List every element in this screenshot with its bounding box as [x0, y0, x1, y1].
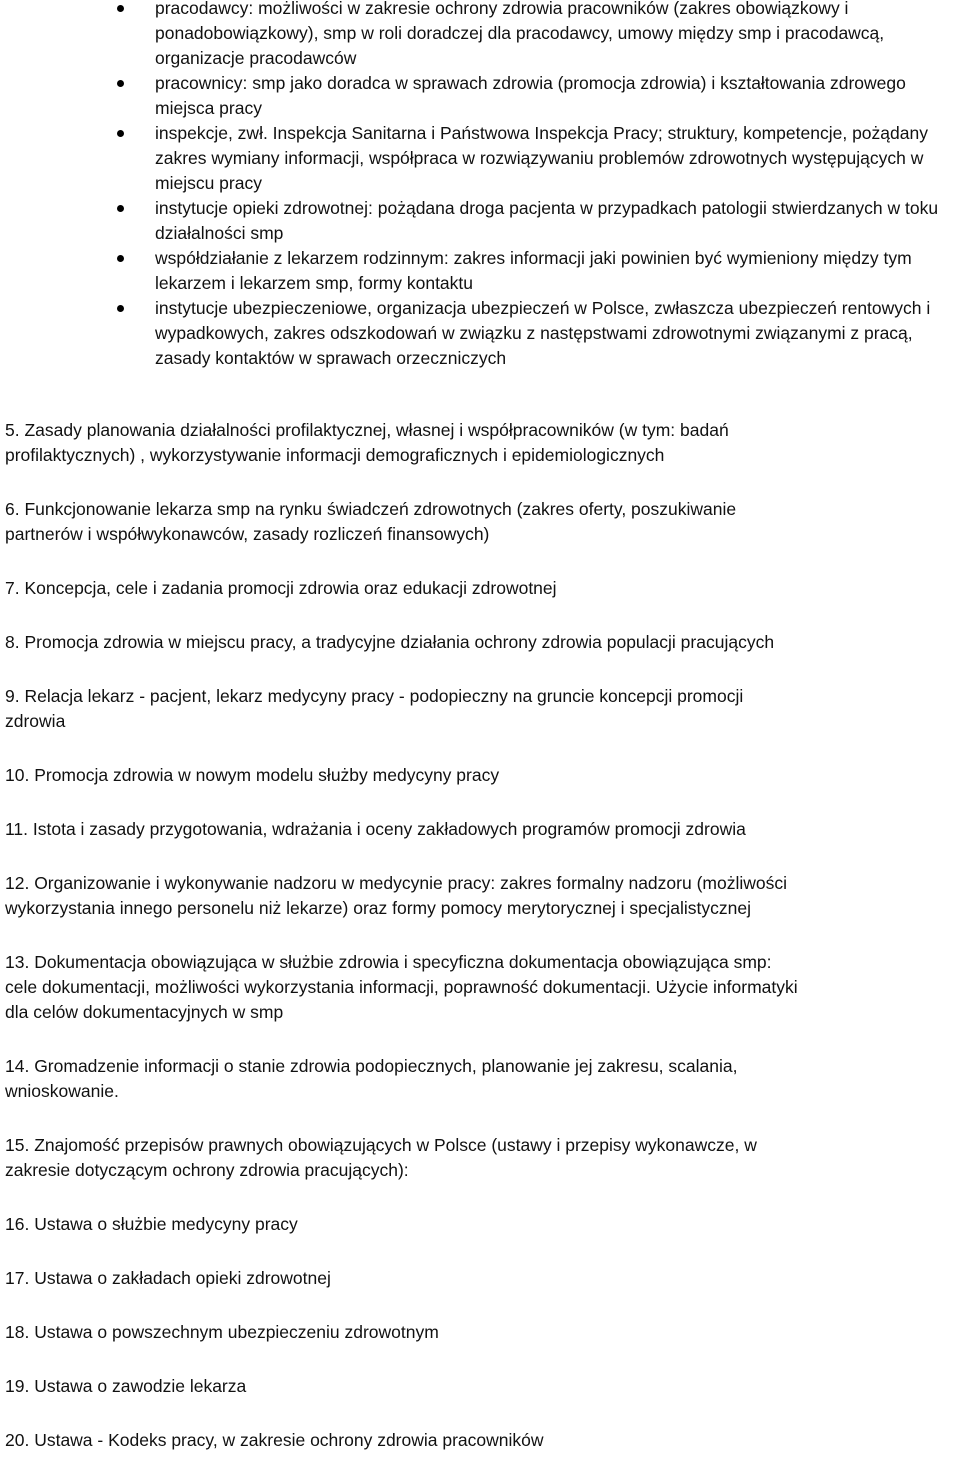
bullet-item [0, 296, 960, 371]
item-line: 18. Ustawa o powszechnym ubezpieczeniu zdrowotnym [5, 1322, 439, 1342]
item-line: 10. Promocja zdrowia w nowym modelu służby medycyny pracy [5, 765, 500, 785]
bullet-item [0, 71, 960, 121]
bullet-dot-icon [117, 305, 124, 312]
list-item-16 [0, 1212, 960, 1237]
list-item-11 [0, 817, 960, 842]
bullet-text: pracodawcy: możliwości w zakresie ochrony zdrowia pracowników (zakres obowiązkowy i ponadobowiązkowy), smp w roli doradczej dla pracodawcy, umowy między smp i pracodawcą, organizacje pracodawców [155, 0, 885, 68]
item-line: 12. Organizowanie i wykonywanie nadzoru w medycynie pracy: zakres formalny nadzoru (możliwości [5, 873, 787, 893]
bullet-text: inspekcje, zwł. Inspekcja Sanitarna i Państwowa Inspekcja Pracy; struktury, kompetencje, pożądany zakres wymiany informacji, współpraca w rozwiązywaniu problemów zdrowotnych występujących w miejscu pracy [155, 123, 928, 193]
numbered-list [0, 418, 960, 1482]
bullet-list [0, 0, 960, 371]
bullet-item [0, 246, 960, 296]
bullet-dot-icon [117, 80, 124, 87]
list-item-19 [0, 1374, 960, 1399]
list-item-18 [0, 1320, 960, 1345]
list-item-5 [0, 418, 960, 468]
item-line: partnerów i współwykonawców, zasady rozliczeń finansowych) [5, 524, 490, 544]
list-item-8 [0, 630, 960, 655]
item-line: 14. Gromadzenie informacji o stanie zdrowia podopiecznych, planowanie jej zakresu, scalania, [5, 1056, 738, 1076]
bullet-text: współdziałanie z lekarzem rodzinnym: zakres informacji jaki powinien być wymieniony między tym lekarzem i lekarzem smp, formy kontaktu [155, 248, 912, 293]
item-line: 16. Ustawa o służbie medycyny pracy [5, 1214, 298, 1234]
item-line: wykorzystania innego personelu niż lekarze) oraz formy pomocy merytorycznej i specjalistycznej [5, 898, 751, 918]
item-line: profilaktycznych) , wykorzystywanie informacji demograficznych i epidemiologicznych [5, 445, 665, 465]
list-item-12 [0, 871, 960, 921]
item-line: 19. Ustawa o zawodzie lekarza [5, 1376, 247, 1396]
item-line: 6. Funkcjonowanie lekarza smp na rynku świadczeń zdrowotnych (zakres oferty, poszukiwanie [5, 499, 737, 519]
list-item-7 [0, 576, 960, 601]
bullet-item [0, 0, 960, 71]
bullet-text: pracownicy: smp jako doradca w sprawach zdrowia (promocja zdrowia) i kształtowania zdrowego miejsca pracy [155, 73, 906, 118]
item-line: 8. Promocja zdrowia w miejscu pracy, a tradycyjne działania ochrony zdrowia populacji pracujących [5, 632, 775, 652]
item-line: 20. Ustawa - Kodeks pracy, w zakresie ochrony zdrowia pracowników [5, 1430, 544, 1450]
bullet-text: instytucje opieki zdrowotnej: pożądana droga pacjenta w przypadkach patologii stwierdzanych w toku działalności smp [155, 198, 939, 243]
list-item-6 [0, 497, 960, 547]
item-line: zakresie dotyczącym ochrony zdrowia pracujących): [5, 1160, 409, 1180]
bullet-item [0, 121, 960, 196]
item-line: 7. Koncepcja, cele i zadania promocji zdrowia oraz edukacji zdrowotnej [5, 578, 557, 598]
item-line: zdrowia [5, 711, 66, 731]
item-line: 15. Znajomość przepisów prawnych obowiązujących w Polsce (ustawy i przepisy wykonawcze, w [5, 1135, 757, 1155]
item-line: cele dokumentacji, możliwości wykorzystania informacji, poprawność dokumentacji. Użycie informatyki [5, 977, 798, 997]
list-item-15 [0, 1133, 960, 1183]
bullet-item [0, 196, 960, 246]
list-item-17 [0, 1266, 960, 1291]
item-line: 5. Zasady planowania działalności profilaktycznej, własnej i współpracowników (w tym: badań [5, 420, 729, 440]
item-line: 11. Istota i zasady przygotowania, wdrażania i oceny zakładowych programów promocji zdrowia [5, 819, 746, 839]
item-line: wnioskowanie. [5, 1081, 119, 1101]
list-item-9 [0, 684, 960, 734]
bullet-dot-icon [117, 5, 124, 12]
list-item-13 [0, 950, 960, 1025]
list-item-14 [0, 1054, 960, 1104]
bullet-dot-icon [117, 205, 124, 212]
item-line: dla celów dokumentacyjnych w smp [5, 1002, 284, 1022]
item-line: 13. Dokumentacja obowiązująca w służbie zdrowia i specyficzna dokumentacja obowiązująca smp: [5, 952, 772, 972]
item-line: 17. Ustawa o zakładach opieki zdrowotnej [5, 1268, 331, 1288]
list-item-10 [0, 763, 960, 788]
bullet-text: instytucje ubezpieczeniowe, organizacja ubezpieczeń w Polsce, zwłaszcza ubezpieczeń rentowych i wypadkowych, zakres odszkodowań w związku z następstwami zdrowotnymi związanymi z pracą, zasady kontaktów w sprawach orzeczniczych [155, 298, 931, 368]
bullet-dot-icon [117, 130, 124, 137]
list-item-20 [0, 1428, 960, 1453]
item-line: 9. Relacja lekarz - pacjent, lekarz medycyny pracy - podopieczny na gruncie koncepcji promocji [5, 686, 744, 706]
bullet-dot-icon [117, 255, 124, 262]
